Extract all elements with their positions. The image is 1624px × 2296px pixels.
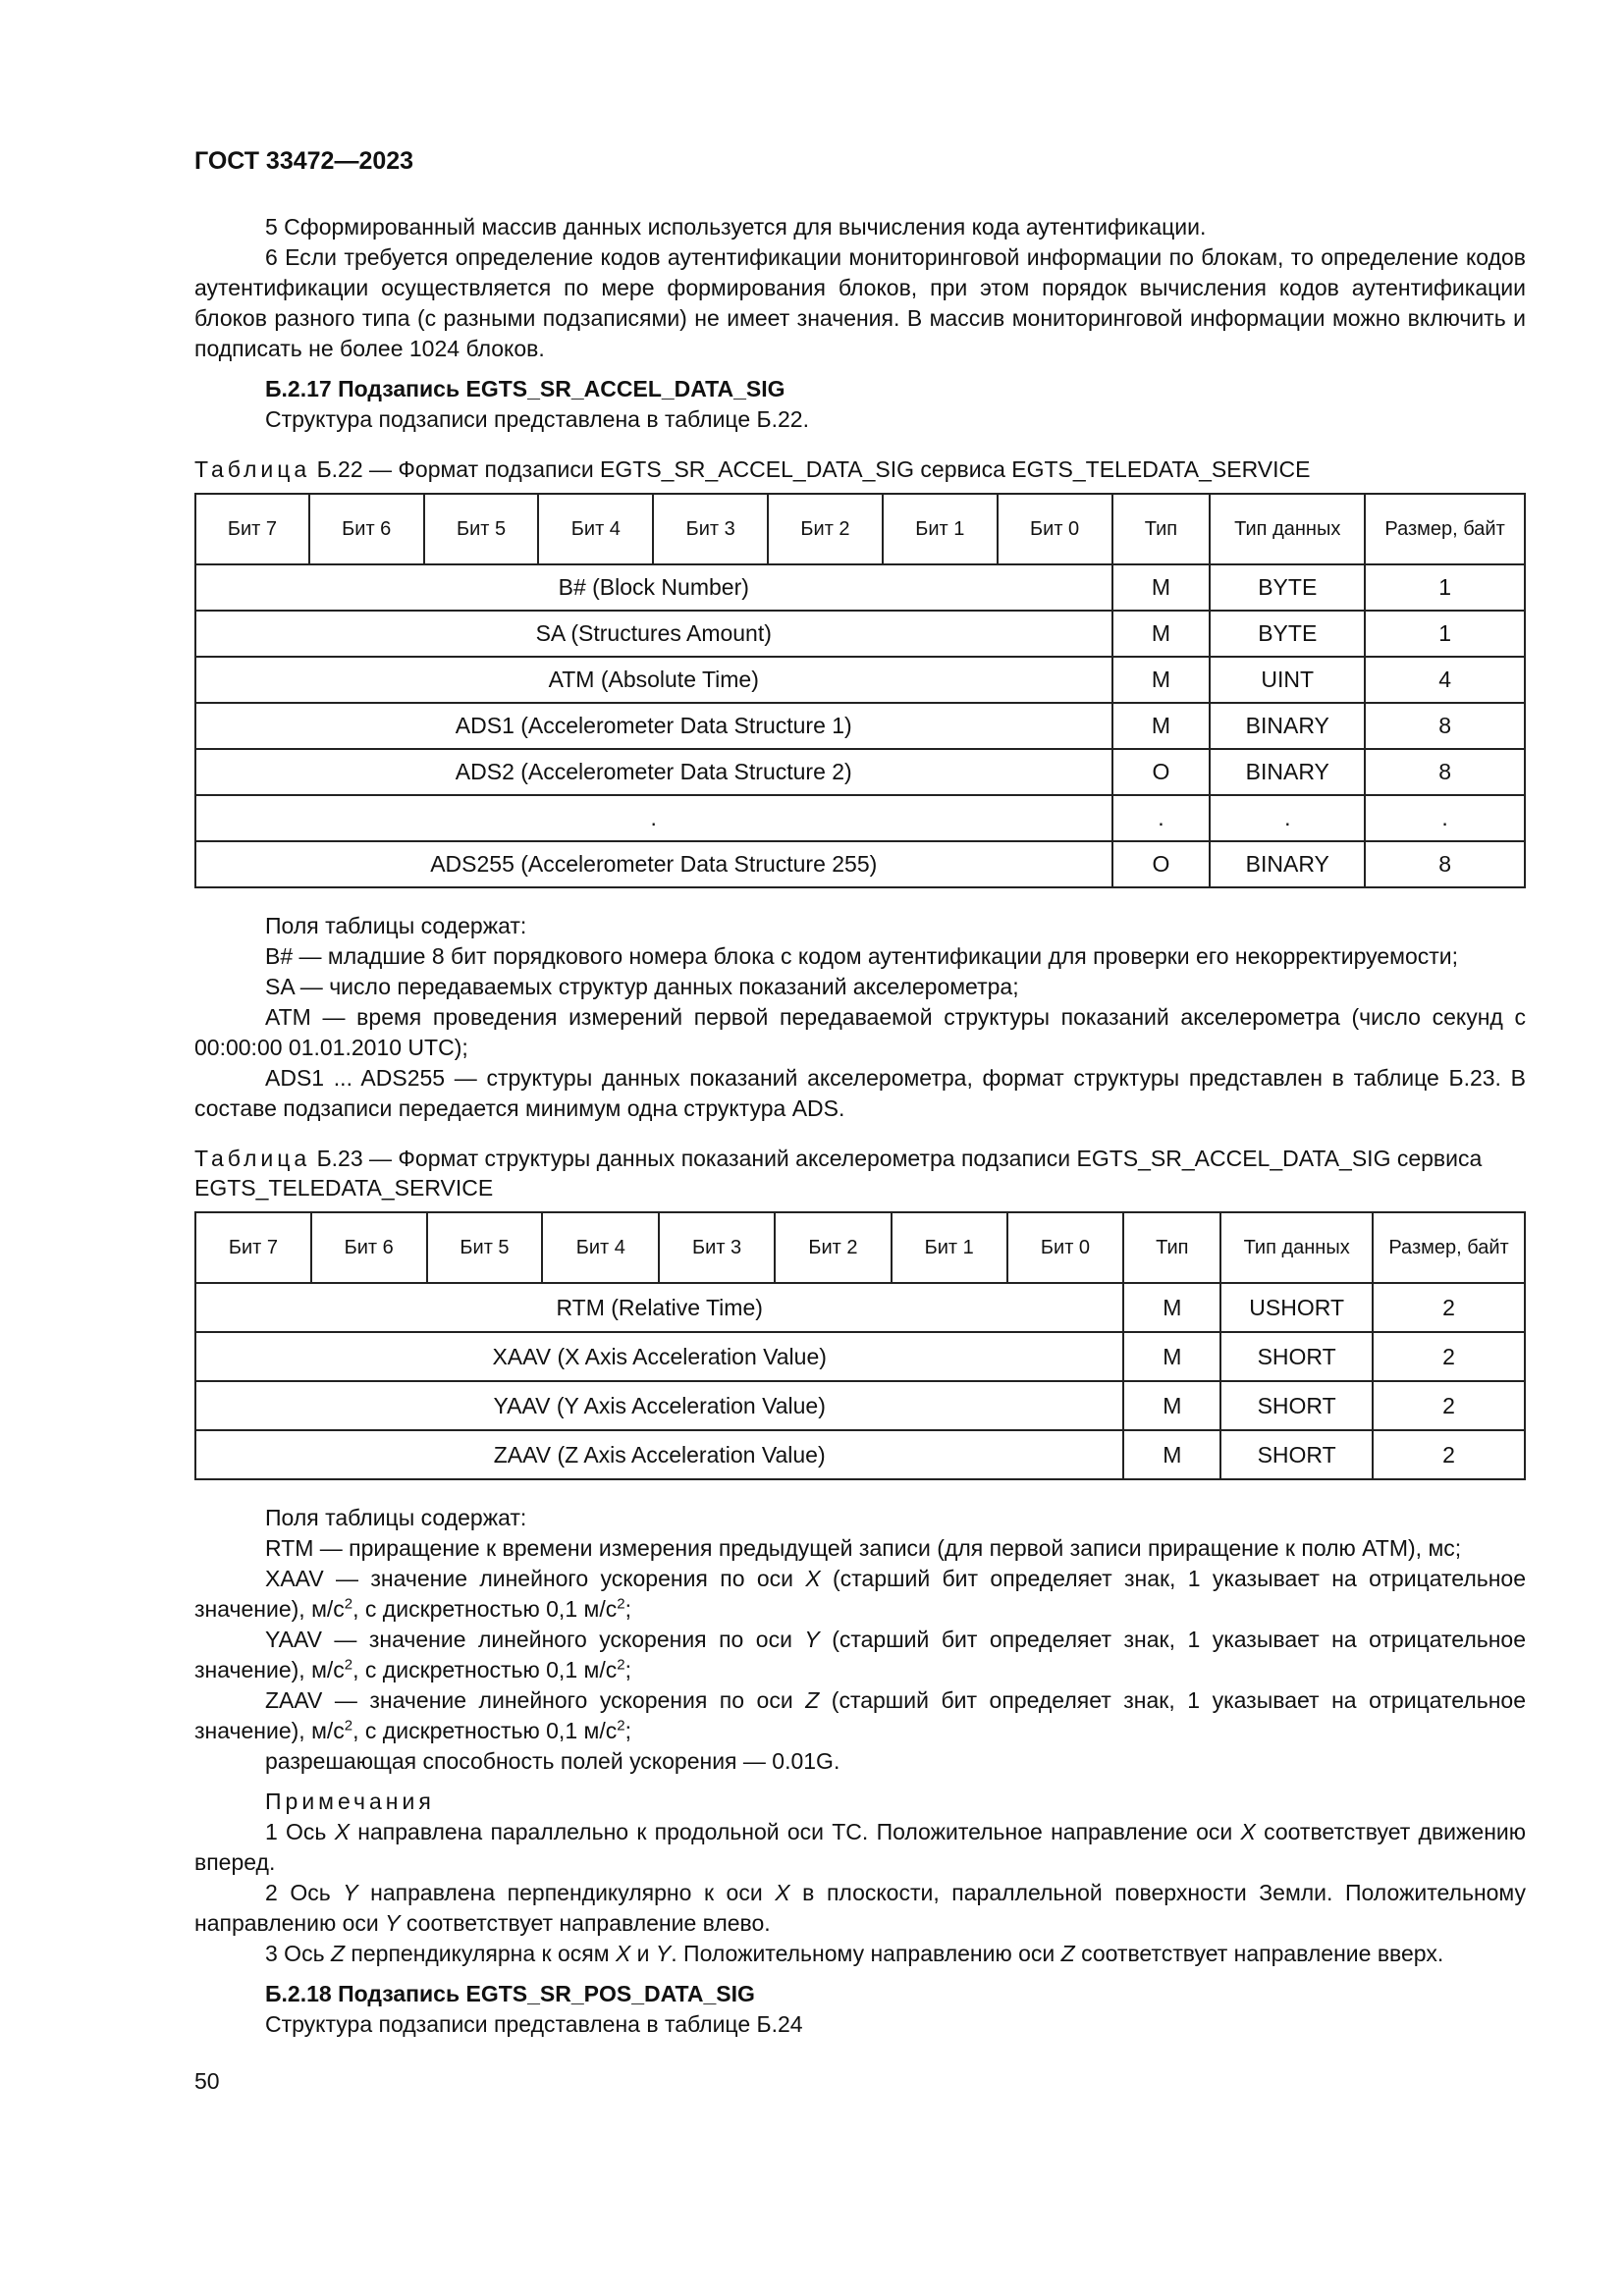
dtype-cell: SHORT (1220, 1430, 1373, 1479)
table-row (195, 1332, 1525, 1381)
dtype-cell: SHORT (1220, 1332, 1373, 1381)
table-23-header-row (195, 1212, 1525, 1283)
type-cell: M (1123, 1332, 1220, 1381)
table-header-cell: Размер, байт (1365, 494, 1525, 564)
table-header-cell: Тип данных (1210, 494, 1365, 564)
field-cell: ADS255 (Accelerometer Data Structure 255) (195, 841, 1112, 887)
dtype-cell: SHORT (1220, 1381, 1373, 1430)
table-22-caption (194, 454, 1526, 484)
table-header-cell: Бит 6 (311, 1212, 427, 1283)
size-cell: 2 (1373, 1381, 1525, 1430)
field-cell: XAAV (X Axis Acceleration Value) (195, 1332, 1123, 1381)
table-header-cell: Бит 0 (998, 494, 1112, 564)
field-cell: RTM (Relative Time) (195, 1283, 1123, 1332)
field-cell: ATM (Absolute Time) (195, 657, 1112, 703)
field-cell: B# (Block Number) (195, 564, 1112, 611)
type-cell: M (1112, 611, 1211, 657)
field-cell: ZAAV (Z Axis Acceleration Value) (195, 1430, 1123, 1479)
table-header-cell: Бит 1 (892, 1212, 1007, 1283)
size-cell: 8 (1365, 703, 1525, 749)
size-cell: 8 (1365, 841, 1525, 887)
table-header-cell: Бит 5 (427, 1212, 543, 1283)
type-cell: M (1123, 1381, 1220, 1430)
table-header-cell: Бит 2 (768, 494, 883, 564)
field-cell: ADS1 (Accelerometer Data Structure 1) (195, 703, 1112, 749)
table-header-cell: Бит 5 (424, 494, 539, 564)
table-header-cell: Размер, байт (1373, 1212, 1525, 1283)
table-22-caption-text: Б.22 — Формат подзаписи EGTS_SR_ACCEL_DATA_SIG сервиса EGTS_TELEDATA_SERVICE (316, 456, 1311, 482)
dtype-cell: UINT (1210, 657, 1365, 703)
section-17-title: Б.2.17 Подзапись EGTS_SR_ACCEL_DATA_SIG (265, 376, 785, 401)
table-row (195, 841, 1525, 887)
section-18-desc: Структура подзаписи представлена в таблице Б.24 (265, 2011, 803, 2037)
size-cell: 1 (1365, 611, 1525, 657)
size-cell: 2 (1373, 1283, 1525, 1332)
note-2: 2 Ось Y направлена перпендикулярно к оси X в плоскости, параллельной поверхности Земли. Положительному направлению оси Y соответствует направление влево. (194, 1880, 1527, 1936)
type-cell: M (1112, 564, 1211, 611)
document-page (194, 147, 1526, 2040)
table-header-cell: Бит 4 (538, 494, 653, 564)
field-cell: . (195, 795, 1112, 841)
field-desc-yaav: YAAV — значение линейного ускорения по оси Y (старший бит определяет знак, 1 указывает на отрицательное значение), $м/с^2$, с дискретностью 0,1 $м/с^2$; (194, 1627, 1527, 1682)
table-row (195, 1283, 1525, 1332)
paragraph-5: 5 Сформированный массив данных используется для вычисления кода аутентификации. (265, 214, 1207, 240)
table-header-cell: Тип (1123, 1212, 1220, 1283)
dtype-cell: USHORT (1220, 1283, 1373, 1332)
table-22-caption-label: Таблица (194, 456, 311, 482)
table-row (195, 1430, 1525, 1479)
table-header-cell: Бит 0 (1007, 1212, 1124, 1283)
table-row (195, 1381, 1525, 1430)
size-cell: 2 (1373, 1430, 1525, 1479)
size-cell: . (1365, 795, 1525, 841)
type-cell: M (1112, 703, 1211, 749)
dtype-cell: BINARY (1210, 749, 1365, 795)
table-22 (194, 493, 1526, 888)
field-desc-rtm: RTM — приращение к времени измерения предыдущей записи (для первой записи приращение к полю ATM), мс; (265, 1535, 1462, 1561)
fields-22-intro: Поля таблицы содержат: (265, 913, 527, 938)
size-cell: 1 (1365, 564, 1525, 611)
dtype-cell: BINARY (1210, 703, 1365, 749)
notes-heading: Примечания (265, 1789, 435, 1814)
note-1: 1 Ось X направлена параллельно к продольной оси ТС. Положительное направление оси X соответствует движению вперед. (194, 1819, 1527, 1875)
table-header-cell: Бит 4 (542, 1212, 659, 1283)
size-cell: 8 (1365, 749, 1525, 795)
field-cell: ADS2 (Accelerometer Data Structure 2) (195, 749, 1112, 795)
note-3: 3 Ось Z перпендикулярна к осям X и Y. Положительному направлению оси Z соответствует направление вверх. (265, 1941, 1444, 1966)
size-cell: 2 (1373, 1332, 1525, 1381)
paragraph-6: 6 Если требуется определение кодов аутентификации мониторинговой информации по блокам, то определение кодов аутентификации осуществляется по мере формирования блоков, при этом порядок вычисления кодов аутентификации блоков разного типа (с разными подзаписями) не имеет значения. В массив мониторинговой информации можно включить и подписать не более 1024 блоков. (194, 244, 1526, 361)
field-desc-xaav: XAAV — значение линейного ускорения по оси X (старший бит определяет знак, 1 указывает на отрицательное значение), $м/с^2$, с дискретностью 0,1 $м/с^2$; (194, 1566, 1527, 1622)
table-23-caption (194, 1144, 1526, 1202)
table-header-cell: Бит 1 (883, 494, 998, 564)
field-cell: SA (Structures Amount) (195, 611, 1112, 657)
field-desc-ads: ADS1 ... ADS255 — структуры данных показаний акселерометра, формат структуры представлен в таблице Б.23. В составе подзаписи передается минимум одна структура ADS. (194, 1065, 1526, 1121)
type-cell: M (1123, 1283, 1220, 1332)
table-row (195, 703, 1525, 749)
dtype-cell: BINARY (1210, 841, 1365, 887)
section-18-title: Б.2.18 Подзапись EGTS_SR_POS_DATA_SIG (265, 1981, 755, 2006)
section-17-desc: Структура подзаписи представлена в таблице Б.22. (265, 406, 809, 432)
table-row (195, 749, 1525, 795)
dtype-cell: . (1210, 795, 1365, 841)
size-cell: 4 (1365, 657, 1525, 703)
document-id: ГОСТ 33472—2023 (194, 147, 414, 175)
table-23 (194, 1211, 1526, 1480)
table-header-cell: Тип (1112, 494, 1211, 564)
table-header-cell: Тип данных (1220, 1212, 1373, 1283)
field-cell: YAAV (Y Axis Acceleration Value) (195, 1381, 1123, 1430)
fields-23-intro: Поля таблицы содержат: (265, 1505, 527, 1530)
table-23-caption-label: Таблица (194, 1146, 311, 1171)
field-desc-sa: SA — число передаваемых структур данных показаний акселерометра; (265, 974, 1019, 999)
type-cell: M (1112, 657, 1211, 703)
table-22-header-row (195, 494, 1525, 564)
table-row (195, 795, 1525, 841)
table-header-cell: Бит 3 (659, 1212, 775, 1283)
table-row (195, 564, 1525, 611)
table-23-caption-text: Б.23 — Формат структуры данных показаний акселерометра подзаписи EGTS_SR_ACCEL_DATA_SIG сервиса EGTS_TELEDATA_SERVICE (194, 1146, 1483, 1201)
dtype-cell: BYTE (1210, 564, 1365, 611)
type-cell: M (1123, 1430, 1220, 1479)
table-row (195, 611, 1525, 657)
field-desc-b: B# — младшие 8 бит порядкового номера блока с кодом аутентификации для проверки его некорректируемости; (265, 943, 1459, 969)
type-cell: O (1112, 749, 1211, 795)
field-desc-resolution: разрешающая способность полей ускорения — 0.01G. (265, 1748, 840, 1774)
table-header-cell: Бит 6 (309, 494, 424, 564)
field-desc-atm: ATM — время проведения измерений первой передаваемой структуры показаний акселерометра (число секунд с 00:00:00 01.01.2010 UTC); (194, 1004, 1526, 1060)
page-number: 50 (194, 2068, 220, 2094)
type-cell: . (1112, 795, 1211, 841)
table-header-cell: Бит 3 (653, 494, 768, 564)
table-header-cell: Бит 7 (195, 1212, 311, 1283)
table-header-cell: Бит 7 (195, 494, 309, 564)
type-cell: O (1112, 841, 1211, 887)
dtype-cell: BYTE (1210, 611, 1365, 657)
table-row (195, 657, 1525, 703)
table-header-cell: Бит 2 (775, 1212, 892, 1283)
field-desc-zaav: ZAAV — значение линейного ускорения по оси Z (старший бит определяет знак, 1 указывает на отрицательное значение), $м/с^2$, с дискретностью 0,1 $м/с^2$; (194, 1687, 1526, 1743)
